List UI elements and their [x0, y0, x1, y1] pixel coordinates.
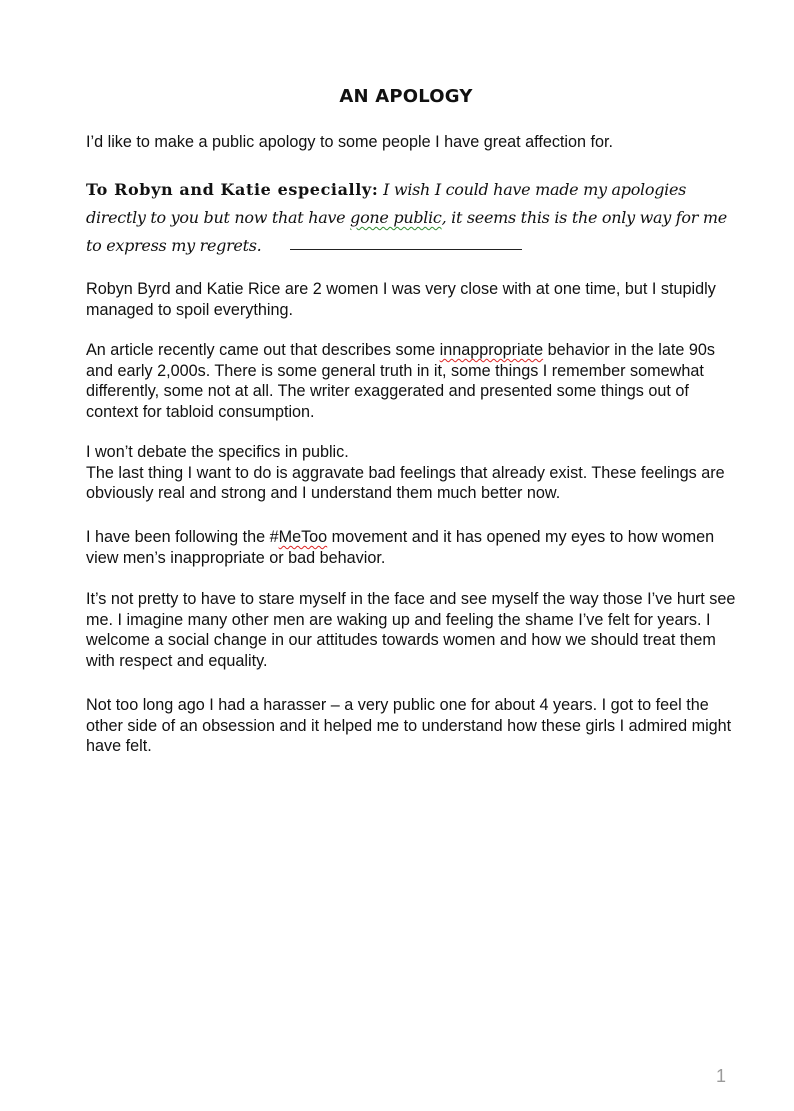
handwritten-note	[86, 176, 746, 260]
paragraph-2-text-a: An article recently came out that describes some	[86, 341, 440, 359]
paragraph-4	[86, 527, 736, 568]
paragraph-4-text-b: movement and it has opened my eyes to how women view men’s inappropriate or bad behavior.	[86, 528, 715, 567]
paragraph-1: Robyn Byrd and Katie Rice are 2 women I was very close with at one time, but I stupidly managed to spoil everything.	[86, 280, 716, 319]
paragraph-3-line-1: I won’t debate the specifics in public.	[86, 443, 349, 461]
paragraph-3	[86, 442, 736, 504]
spelling-flagged-word: innappropriate	[439, 341, 544, 359]
note-lead: To Robyn and Katie especially:	[86, 180, 379, 199]
grammar-flagged-phrase: gone public	[350, 208, 442, 227]
paragraph-5: It’s not pretty to have to stare myself in the face and see myself the way those I’ve hurt see me. I imagine many other men are waking up and feeling the shame I’ve felt for years. I welcome a social change in our attitudes towards women and how we should treat them with respect and equality.	[86, 590, 736, 670]
page-number: 1	[715, 1066, 726, 1086]
spelling-flagged-hashtag: MeToo	[278, 528, 328, 546]
paragraph-3-line-2: The last thing I want to do is aggravate bad feelings that already exist. These feelings are obviously real and strong and I understand them much better now.	[86, 463, 725, 503]
paragraph-4-text-a: I have been following the #	[86, 528, 279, 546]
paragraph-2	[86, 340, 736, 422]
note-text-1: I wish I could have made my apologies directly to you but now that have	[86, 180, 687, 227]
document-title: AN APOLOGY	[339, 86, 473, 107]
intro-paragraph: I’d like to make a public apology to some people I have great affection for.	[86, 133, 614, 151]
section-divider	[290, 249, 522, 250]
paragraph-2-text-b: behavior in the late 90s and early 2,000s. There is some general truth in it, some things I remember somewhat differently, some not at all. The writer exaggerated and presented some things out of context for tabloid consumption.	[86, 341, 715, 421]
note-text-2: , it seems this is the only way for me to express my regrets.	[86, 208, 727, 255]
paragraph-6: Not too long ago I had a harasser – a very public one for about 4 years. I got to feel the other side of an obsession and it helped me to understand how these girls I admired might have felt.	[86, 696, 732, 756]
